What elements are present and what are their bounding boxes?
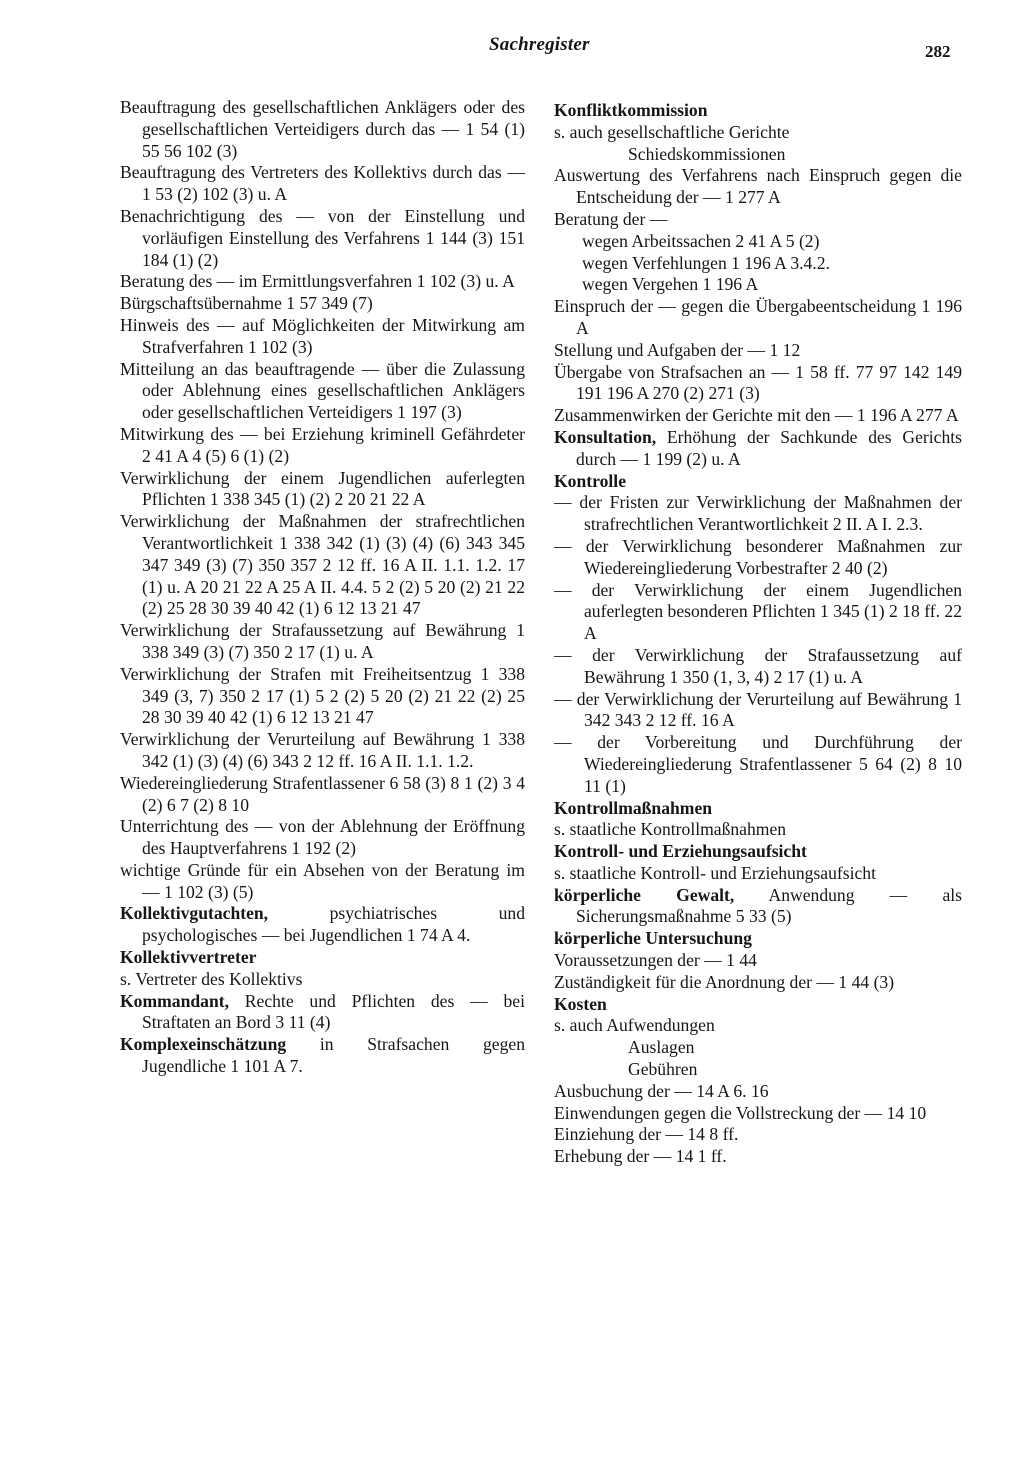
index-entry: Mitteilung an das beauftragende — über die Zulassung oder Ablehnung eines gesellschaftlichen Anklägers oder gesellschaftlichen Verteidigers 1 197 (3) [120,358,525,423]
entry-heading: körperliche Gewalt, [554,884,735,905]
sub-entry: wegen Verfehlungen 1 196 A 3.4.2. [582,252,830,273]
entry-heading: Kontroll- und Erziehungsaufsicht [554,841,807,862]
index-entry: Bürgschaftsübernahme 1 57 349 (7) [120,293,373,314]
index-entry: Mitwirkung des — bei Erziehung kriminell Gefährdeter 2 41 A 4 (5) 6 (1) (2) [120,423,525,466]
entry-heading: Kosten [554,993,607,1014]
index-heading [554,471,962,493]
index-entry: Unterrichtung des — von der Ablehnung der Eröffnung des Hauptverfahrens 1 192 (2) [120,816,525,859]
index-heading [120,947,525,969]
entry-heading: Kollektivgutachten, [120,903,269,924]
index-heading [554,841,962,863]
index-entry [120,1034,525,1078]
sub-entry: wegen Arbeitssachen 2 41 A 5 (2) [582,230,820,251]
list-item: — der Verwirklichung der Strafaussetzung auf Bewährung 1 350 (1, 3, 4) 2 17 (1) u. A [554,644,962,687]
index-entry: Übergabe von Strafsachen an — 1 58 ff. 77 97 142 149 191 196 A 270 (2) 271 (3) [554,361,962,404]
sub-entry: wegen Vergehen 1 196 A [582,274,759,295]
index-entry: Einwendungen gegen die Vollstreckung der — 14 10 [554,1102,927,1123]
index-column-right [554,100,962,1168]
index-column-left [120,97,525,1078]
index-entry: s. staatliche Kontroll- und Erziehungsaufsicht [554,862,876,883]
index-entry: Voraussetzungen der — 1 44 [554,950,757,971]
index-entry: Verwirklichung der Verurteilung auf Bewährung 1 338 342 (1) (3) (4) (6) 343 2 12 ff. 16 A II. 1.1. 1.2. [120,729,525,771]
see-also: Gebühren [628,1059,698,1080]
index-heading [554,928,962,950]
index-entry: Verwirklichung der einem Jugendlichen auferlegten Pflichten 1 338 345 (1) (2) 2 20 21 22 A [120,467,525,510]
see-also: s. auch Aufwendungen [554,1015,715,1036]
index-entry: Einziehung der — 14 8 ff. [554,1124,739,1145]
index-entry: Erhebung der — 14 1 ff. [554,1146,727,1167]
index-entry: Verwirklichung der Strafen mit Freiheitsentzug 1 338 349 (3, 7) 350 2 17 (1) 5 2 (2) 5 20 (2) 21 22 (2) 25 28 30 39 40 42 (1) 6 12 13 21 47 [120,663,525,728]
entry-heading: Konfliktkommission [554,100,708,120]
index-entry: s. Vertreter des Kollektivs [120,968,303,989]
index-entry: Beauftragung des Vertreters des Kollektivs durch das — 1 53 (2) 102 (3) u. A [120,162,525,205]
index-entry [554,885,962,929]
index-entry: Zuständigkeit für die Anordnung der — 1 44 (3) [554,971,895,992]
index-entry: Benachrichtigung des — von der Einstellung und vorläufigen Einstellung des Verfahrens 1 144 (3) 151 184 (1) (2) [120,205,525,270]
list-item: — der Verwirklichung der Verurteilung auf Bewährung 1 342 343 2 12 ff. 16 A [554,688,962,731]
index-entry: Auswertung des Verfahrens nach Einspruch gegen die Entscheidung der — 1 277 A [554,165,962,208]
index-entry: Hinweis des — auf Möglichkeiten der Mitwirkung am Strafverfahren 1 102 (3) [120,314,525,357]
index-entry [554,427,962,471]
index-heading [554,798,962,820]
index-entry: Stellung und Aufgaben der — 1 12 [554,339,801,360]
entry-text: Rechte und Pflichten des — bei Straftaten an Bord 3 11 (4) [142,990,525,1033]
entry-text: psychiatrisches und psychologisches — bei Jugendlichen 1 74 A 4. [142,903,525,946]
see-also: s. auch gesellschaftliche Gerichte [554,121,790,142]
entry-heading: Kommandant, [120,990,229,1011]
index-entry: Wiedereingliederung Strafentlassener 6 58 (3) 8 1 (2) 3 4 (2) 6 7 (2) 8 10 [120,772,525,815]
index-entry: Einspruch der — gegen die Übergabeentscheidung 1 196 A [554,296,962,338]
index-entry [554,209,962,296]
entry-text: Anwendung — als Sicherungsmaßnahme 5 33 (5) [576,884,962,927]
list-item: — der Verwirklichung besonderer Maßnahmen zur Wiedereingliederung Vorbestrafter 2 40 (2) [554,535,962,578]
index-heading [554,100,962,122]
list-item: — der Vorbereitung und Durchführung der Wiedereingliederung Strafentlassener 5 64 (2) 8 10 11 (1) [554,732,962,796]
index-entry [120,991,525,1035]
index-entry [120,903,525,947]
index-entry: Beratung des — im Ermittlungsverfahren 1 102 (3) u. A [120,271,515,292]
entry-text: Beratung der — [554,208,668,229]
see-also: Auslagen [628,1037,695,1058]
index-entry: Zusammenwirken der Gerichte mit den — 1 196 A 277 A [554,405,959,426]
index-entry [554,1015,962,1080]
index-entry: s. staatliche Kontrollmaßnahmen [554,819,787,840]
list-item: — der Fristen zur Verwirklichung der Maßnahmen der strafrechtlichen Verantwortlichkeit 2 II. A I. 2.3. [554,492,962,535]
entry-heading: Kollektivvertreter [120,947,257,968]
index-entry: wichtige Gründe für ein Absehen von der Beratung im — 1 102 (3) (5) [120,859,525,902]
index-entry: Verwirklichung der Maßnahmen der strafrechtlichen Verantwortlichkeit 1 338 342 (1) (3) (4) (6) 343 345 347 349 (3) (7) 350 357 2 12 ff. 16 A II. 1.1. 1.2. 17 (1) u. A 20 21 22 A 25 A II. 4.4. 5 2 (2) 5 20 (2) 21 22 (2) 25 28 30 39 40 42 (1) 6 12 13 21 47 [120,511,525,619]
list-item: — der Verwirklichung der einem Jugendlichen auferlegten besonderen Pflichten 1 345 (1) 2 18 ff. 22 A [554,579,962,644]
index-entry [554,122,962,166]
entry-heading: Kontrolle [554,470,626,491]
see-also: Schiedskommissionen [628,143,786,164]
entry-heading: körperliche Untersuchung [554,928,752,949]
index-heading [554,994,962,1016]
index-entry: Beauftragung des gesellschaftlichen Anklägers oder des gesellschaftlichen Verteidigers durch das — 1 54 (1) 55 56 102 (3) [120,97,525,161]
index-entry: Ausbuchung der — 14 A 6. 16 [554,1080,769,1101]
running-head: Sachregister [489,34,590,55]
entry-text: in Strafsachen gegen Jugendliche 1 101 A 7. [142,1034,525,1077]
entry-heading: Konsultation, [554,426,657,447]
page-number: 282 [925,42,951,61]
index-entry: Verwirklichung der Strafaussetzung auf Bewährung 1 338 349 (3) (7) 350 2 17 (1) u. A [120,620,525,662]
entry-heading: Kontrollmaßnahmen [554,797,713,818]
entry-heading: Komplexeinschätzung [120,1034,287,1055]
entry-text: Erhöhung der Sachkunde des Gerichts durch — 1 199 (2) u. A [576,426,962,469]
